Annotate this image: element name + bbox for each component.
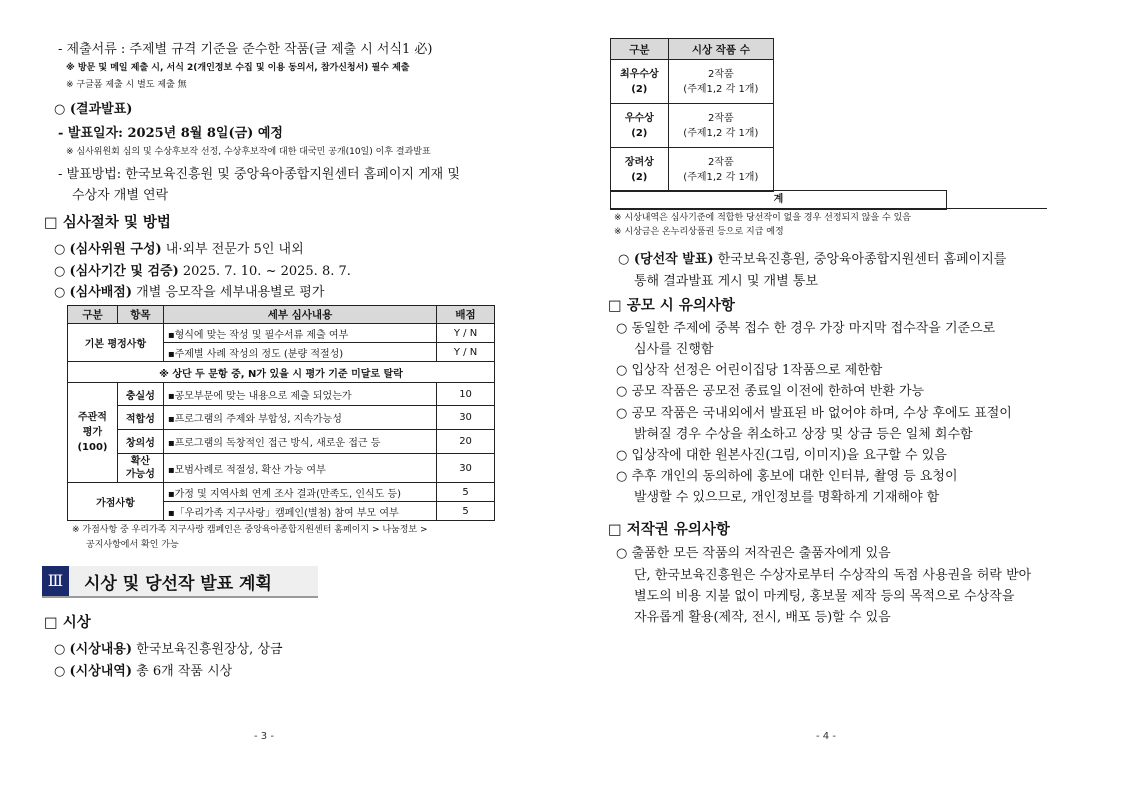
table-note-line2: 공지사항에서 확인 가능 [86,540,179,550]
basic-score: Y / N [437,343,495,362]
caution-line: 밝혀질 경우 수상을 취소하고 상장 및 상금 등은 일체 회수함 [634,427,973,442]
announce-note: ※ 심사위원회 심의 및 수상후보작 선정, 수상후보작에 대한 대국민 공개(10일) 이후 결과발표 [66,147,431,157]
caution-line: ○ 공모 작품은 국내외에서 발표된 바 없어야 하며, 수상 후에도 표절이 [616,406,1012,421]
subjective-score: 30 [437,454,495,483]
copyright-line: 자유롭게 활용(제작, 전시, 배포 등)할 수 있음 [634,610,891,625]
caution-line: ○ 입상작에 대한 원본사진(그림, 이미지)을 요구할 수 있음 [616,448,947,463]
winner-announce-line2: 통해 결과발표 게시 및 개별 통보 [634,274,818,289]
review-table [67,305,495,521]
award-grade: 장려상 (2) [611,148,669,192]
review-item-scoring: ○ (심사배점) 개별 응모작을 세부내용별로 평가 [54,285,325,300]
section-number: Ⅲ [42,566,69,596]
award-total-rule [945,208,1047,209]
bonus-content: ▪가정 및 지역사회 연계 조사 결과(만족도, 인식도 등) [163,483,436,502]
copyright-line: 별도의 비용 지불 없이 마케팅, 홍보물 제작 등의 목적으로 수상작을 [634,589,1015,604]
award-count: 2작품 (주제1,2 각 1개) [668,148,773,192]
caution-line: ○ 입상작 선정은 어린이집당 1작품으로 제한함 [616,363,883,378]
award-header-grade: 구분 [611,39,669,60]
announce-date: - 발표일자: 2025년 8월 8일(금) 예정 [58,126,283,141]
subjective-content: ▪모범사례로 적절성, 확산 가능 여부 [163,454,436,483]
note-google: ※ 구글폼 제출 시 별도 제출 無 [66,80,187,90]
review-header-content: 세부 심사내용 [163,306,436,324]
subjective-content: ▪공모부문에 맞는 내용으로 제출 되었는가 [163,383,436,406]
subjective-label: 주관적 평가 (100) [68,383,118,483]
table-row [68,454,495,483]
review-header-category: 구분 [68,306,118,324]
page-number: - 3 - [254,731,274,742]
table-row [68,324,495,343]
announce-method-line2: 수상자 개별 연락 [72,188,169,203]
award-table-header [611,39,774,60]
review-item-committee: ○ (심사위원 구성) 내·외부 전문가 5인 내외 [54,242,304,257]
page-number: - 4 - [816,731,836,742]
award-heading: □ 시상 [44,615,91,631]
subjective-item: 충실성 [117,383,163,406]
caution-line: ○ 추후 개인의 동의하에 홍보에 대한 인터뷰, 촬영 등 요청이 [616,469,958,484]
bonus-score: 5 [437,502,495,521]
award-table [610,38,774,192]
award-total-row: 계 [610,190,947,210]
table-row [68,362,495,383]
copyright-line: 단, 한국보육진흥원은 수상자로부터 수상작의 독점 사용권을 허락 받아 [634,568,1032,583]
results-heading: ○ (결과발표) [54,102,133,117]
bonus-content: ▪「우리가족 지구사랑」캠페인(별첨) 참여 부모 여부 [163,502,436,521]
caution-line: 발생할 수 있으므로, 개인정보를 명확하게 기재해야 함 [634,490,940,505]
award-count: 2작품 (주제1,2 각 1개) [668,104,773,148]
basic-label: 기본 평정사항 [68,324,164,362]
caution-line: 심사를 진행함 [634,342,714,357]
caution-line: ○ 동일한 주제에 중복 접수 한 경우 가장 마지막 접수작을 기준으로 [616,321,996,336]
table-row [68,430,495,454]
note-visit-mail: ※ 방문 및 메일 제출 시, 서식 2(개인정보 수집 및 이용 동의서, 참가신청서) 필수 제출 [66,63,410,73]
subjective-score: 20 [437,430,495,454]
subjective-content: ▪프로그램의 독창적인 접근 방식, 새로운 접근 등 [163,430,436,454]
caution-heading: □ 공모 시 유의사항 [608,298,735,314]
table-row [611,104,774,148]
review-item-period: ○ (심사기간 및 검증) 2025. 7. 10. ~ 2025. 8. 7. [54,264,351,279]
table-row [611,148,774,192]
submission-docs: - 제출서류 : 주제별 규격 기준을 준수한 작품(글 제출 시 서식1 必) [58,42,433,57]
award-item-content: ○ (시상내용) 한국보육진흥원장상, 상금 [54,642,283,657]
subjective-item: 적합성 [117,406,163,430]
award-item-breakdown: ○ (시상내역) 총 6개 작품 시상 [54,664,233,679]
basic-score: Y / N [437,324,495,343]
review-table-header [68,306,495,324]
table-row [68,483,495,502]
award-note-line2: ※ 시상금은 온누리상품권 등으로 지급 예정 [614,227,784,237]
award-note-line1: ※ 시상내역은 심사기준에 적합한 당선작이 없을 경우 선정되지 않을 수 있음 [614,213,911,223]
page-4 [562,0,1124,794]
subjective-content: ▪프로그램의 주제와 부합성, 지속가능성 [163,406,436,430]
table-row [68,383,495,406]
winner-announce: ○ (당선작 발표) 한국보육진흥원, 중앙육아종합지원센터 홈페이지를 [618,252,1007,267]
elimination-band: ※ 상단 두 문항 중, N가 있을 시 평가 기준 미달로 탈락 [68,362,495,383]
announce-method-line1: - 발표방법: 한국보육진흥원 및 중앙육아종합지원센터 홈페이지 게재 및 [58,167,460,182]
award-count: 2작품 (주제1,2 각 1개) [668,60,773,104]
award-header-count: 시상 작품 수 [668,39,773,60]
subjective-item: 확산 가능성 [117,454,163,483]
award-grade: 최우수상 (2) [611,60,669,104]
copyright-line: ○ 출품한 모든 작품의 저작권은 출품자에게 있음 [616,546,891,561]
subjective-item: 창의성 [117,430,163,454]
review-header-item: 항목 [117,306,163,324]
bonus-label: 가점사항 [68,483,164,521]
table-row [68,406,495,430]
basic-content: ▪형식에 맞는 작성 및 필수서류 제출 여부 [163,324,436,343]
basic-content: ▪주제별 사례 작성의 정도 (분량 적절성) [163,343,436,362]
review-heading: □ 심사절차 및 방법 [44,215,171,231]
table-row [611,60,774,104]
caution-line: ○ 공모 작품은 공모전 종료일 이전에 한하여 반환 가능 [616,384,925,399]
bonus-score: 5 [437,483,495,502]
subjective-score: 30 [437,406,495,430]
section-header [42,566,318,598]
review-header-score: 배점 [437,306,495,324]
copyright-heading: □ 저작권 유의사항 [608,522,730,538]
subjective-score: 10 [437,383,495,406]
award-grade: 우수상 (2) [611,104,669,148]
table-note-line1: ※ 가점사항 중 우리가족 지구사랑 캠페인은 중앙육아종합지원센터 홈페이지 > 나눔정보 > [72,525,428,535]
section-title: 시상 및 당선작 발표 계획 [84,574,272,594]
